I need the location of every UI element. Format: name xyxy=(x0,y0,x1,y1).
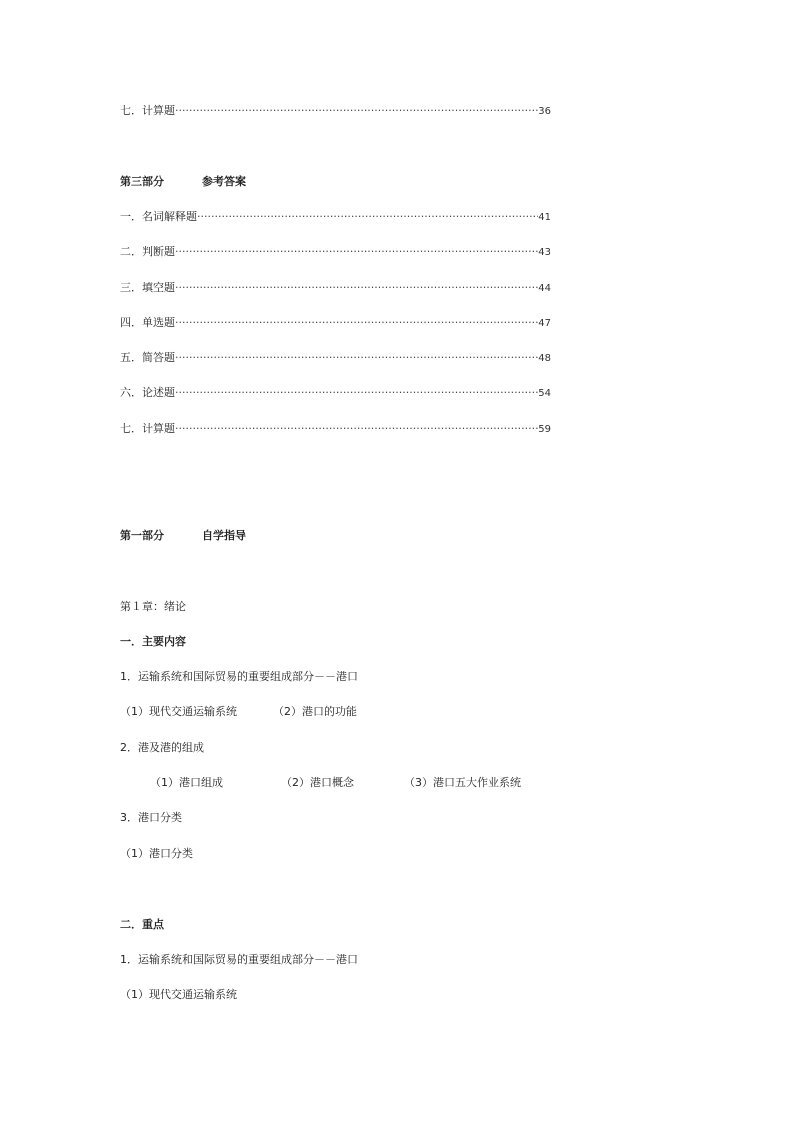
sub-item: （1）港口组成 xyxy=(150,776,223,789)
toc-entry[interactable] xyxy=(120,245,551,260)
section-heading: 二．重点 xyxy=(120,918,164,931)
part-title: 自学指导 xyxy=(202,529,246,542)
toc-leader xyxy=(175,386,538,400)
toc-entry[interactable] xyxy=(120,351,551,366)
toc-leader xyxy=(175,316,538,330)
toc-page: 48 xyxy=(538,353,551,364)
toc-leader xyxy=(175,104,538,118)
sub-item: （1）现代交通运输系统 xyxy=(120,705,237,718)
toc-label: 三．填空题 xyxy=(120,281,175,294)
toc-leader xyxy=(197,210,538,224)
list-item: 1．运输系统和国际贸易的重要组成部分－－港口 xyxy=(120,953,358,966)
toc-page: 44 xyxy=(538,283,551,294)
part3-heading xyxy=(120,175,246,189)
sub-item: （3）港口五大作业系统 xyxy=(404,776,521,789)
part-number: 第一部分 xyxy=(120,529,164,542)
toc-label: 五．简答题 xyxy=(120,351,175,364)
sub-item: （2）港口的功能 xyxy=(273,705,357,718)
toc-page: 43 xyxy=(538,247,551,258)
section-heading: 一．主要内容 xyxy=(120,635,186,648)
toc-leader xyxy=(175,245,538,259)
toc-label: 六．论述题 xyxy=(120,386,175,399)
toc-label: 一．名词解释题 xyxy=(120,210,197,223)
toc-entry[interactable] xyxy=(120,104,551,119)
sub-item: （2）港口概念 xyxy=(281,776,354,789)
part1-heading xyxy=(120,529,246,543)
toc-label: 二．判断题 xyxy=(120,245,175,258)
toc-page: 36 xyxy=(538,106,551,117)
toc-leader xyxy=(175,351,538,365)
toc-leader xyxy=(175,422,538,436)
sub-item: （1）现代交通运输系统 xyxy=(120,988,237,1001)
toc-leader xyxy=(175,281,538,295)
toc-label: 七．计算题 xyxy=(120,422,175,435)
toc-entry[interactable] xyxy=(120,422,551,437)
list-item: 3．港口分类 xyxy=(120,811,182,824)
chapter-title: 第１章：绪论 xyxy=(120,600,186,613)
sub-item-row xyxy=(120,705,357,719)
toc-page: 41 xyxy=(538,212,551,223)
toc-entry[interactable] xyxy=(120,281,551,296)
toc-entry[interactable] xyxy=(120,210,551,225)
part-title: 参考答案 xyxy=(202,175,246,188)
toc-entry[interactable] xyxy=(120,316,551,331)
part-number: 第三部分 xyxy=(120,175,164,188)
sub-item-row xyxy=(150,776,521,790)
toc-entry[interactable] xyxy=(120,386,551,401)
toc-label: 七．计算题 xyxy=(120,104,175,117)
list-item: 1．运输系统和国际贸易的重要组成部分－－港口 xyxy=(120,670,358,683)
toc-page: 47 xyxy=(538,318,551,329)
list-item: 2．港及港的组成 xyxy=(120,741,204,754)
toc-page: 59 xyxy=(538,424,551,435)
toc-label: 四．单选题 xyxy=(120,316,175,329)
toc-page: 54 xyxy=(538,388,551,399)
sub-item: （1）港口分类 xyxy=(120,847,193,860)
